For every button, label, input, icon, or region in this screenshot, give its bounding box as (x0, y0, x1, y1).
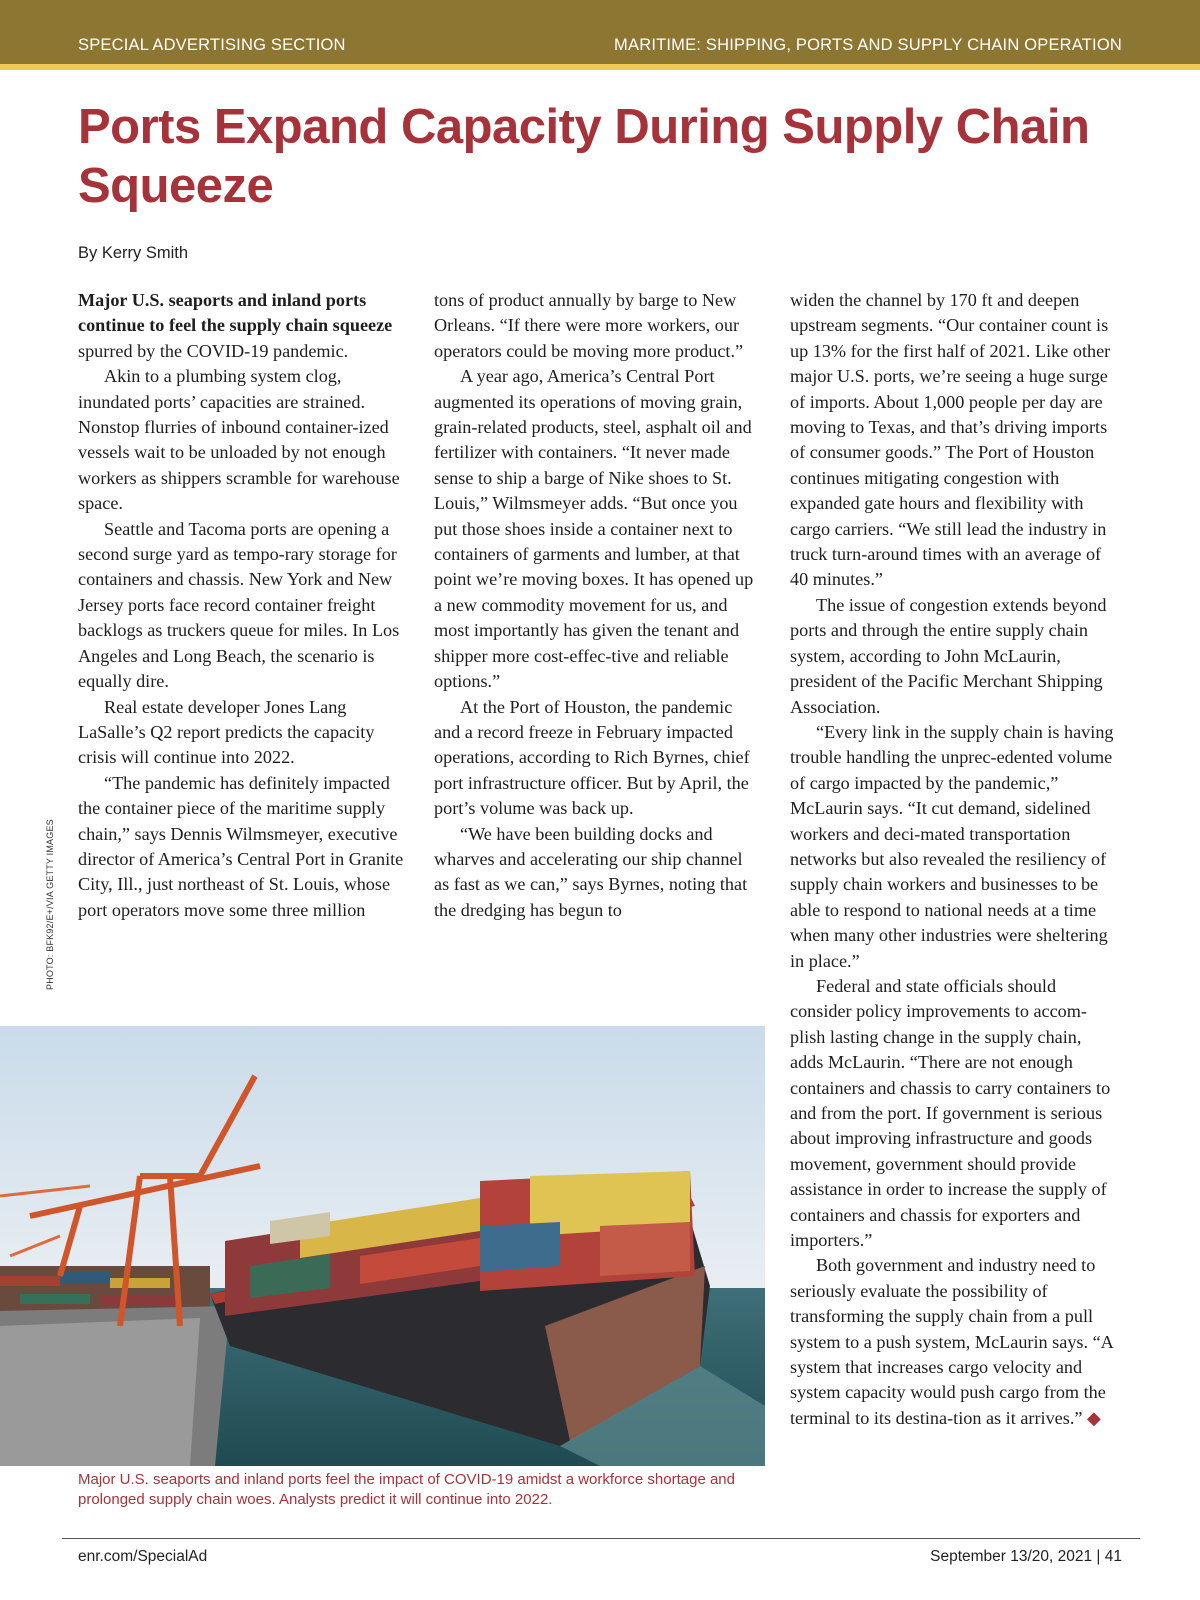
category-label: MARITIME: SHIPPING, PORTS AND SUPPLY CHAIN OPERATION (614, 36, 1122, 54)
section-label: SPECIAL ADVERTISING SECTION (78, 36, 346, 54)
body-paragraph: “We have been building docks and wharves and accelerating our ship channel as fast as we can,” says Byrnes, noting that the dredging has begun to (434, 823, 748, 920)
end-mark-icon: ◆ (1087, 1407, 1101, 1428)
body-paragraph (790, 1253, 1116, 1431)
article-column-3 (790, 288, 1116, 1431)
body-paragraph: widen the channel by 170 ft and deepen upstream segments. “Our container count is up 13% for the first half of 2021. Like other major U.S. ports, we’re seeing a huge surge of imports. About 1,000 people per day are moving to Texas, and that’s driving imports of consumer goods.” The Port of Houston continues mitigating congestion with expanded gate hours and flexibility with cargo carriers. “We still lead the industry in truck turn-around times with an average of 40 minutes.” (790, 290, 1111, 590)
body-paragraph: Seattle and Tacoma ports are opening a second surge yard as tempo-rary storage for containers and chassis. New York and New Jersey ports face record container freight backlogs as truckers queue for miles. In Los Angeles and Long Beach, the scenario is equally dire. (78, 518, 400, 692)
header-stripe (0, 64, 1200, 70)
container-ship-illustration (0, 1026, 765, 1466)
article-column-1 (78, 288, 404, 923)
lead-paragraph (78, 288, 404, 364)
body-paragraph: At the Port of Houston, the pandemic and a record freeze in February impacted operations, according to Rich Byrnes, chief port infrastructure officer. But by April, the port’s volume was back up. (434, 696, 750, 819)
body-paragraph: A year ago, America’s Central Port augmented its operations of moving grain, grain-related products, steel, asphalt oil and fertilizer with containers. “It never made sense to ship a barge of Nike shoes to St. Louis,” Wilmsmeyer adds. “But once you put those shoes inside a container next to containers of garments and lumber, at that point we’re moving boxes. It has opened up a new commodity movement for us, and most importantly has given the tenant and shipper more cost-effec-tive and reliable options.” (434, 366, 754, 692)
footer-url: enr.com/SpecialAd (78, 1548, 208, 1565)
footer-rule (62, 1538, 1140, 1539)
footer-date-page: September 13/20, 2021 | 41 (930, 1548, 1122, 1565)
lead-rest: spurred by the COVID-19 pandemic. (78, 340, 349, 361)
article-column-2 (434, 288, 760, 923)
closing-text: Both government and industry need to seriously evaluate the possibility of transforming the supply chain from a pull system to a push system, McLaurin says. “A system that increases cargo velocity and system capacity would push cargo from the terminal to its destina-tion as it arrives.” (790, 1255, 1113, 1428)
body-paragraph: Federal and state officials should consider policy improvements to accom-plish lasting change in the supply chain, adds McLaurin. “There are not enough containers and chassis to carry containers to and from the port. If government is serious about improving infrastructure and goods movement, government should provide assistance in order to increase the supply of containers and chassis for exporters and importers.” (790, 975, 1111, 1251)
body-paragraph: tons of product annually by barge to New Orleans. “If there were more workers, our operators could be moving more product.” (434, 290, 744, 361)
byline: By Kerry Smith (78, 244, 189, 262)
article-headline: Ports Expand Capacity During Supply Chain Squeeze (78, 100, 1090, 213)
body-paragraph: Real estate developer Jones Lang LaSalle’s Q2 report predicts the capacity crisis will continue into 2022. (78, 696, 375, 768)
lead-bold: Major U.S. seaports and inland ports continue to feel the supply chain squeeze (78, 290, 393, 336)
photo-credit: PHOTO: BFK92/E+/VIA GETTY IMAGES (45, 819, 55, 990)
body-paragraph: “Every link in the supply chain is having trouble handling the unprec-edented volume of cargo impacted by the pandemic,” McLaurin says. “It cut demand, sidelined workers and deci-mated transportation networks but also revealed the resiliency of supply chain workers and businesses to be able to respond to national needs at a time when many other industries were sheltering in place.” (790, 721, 1114, 971)
header-band (0, 0, 1200, 64)
body-paragraph: Akin to a plumbing system clog, inundated ports’ capacities are strained. Nonstop flurries of inbound container-ized vessels wait to be unloaded by not enough workers as shippers scramble for warehouse space. (78, 366, 400, 514)
body-paragraph: The issue of congestion extends beyond ports and through the entire supply chain system, according to John McLaurin, president of the Pacific Merchant Shipping Association. (790, 594, 1107, 717)
port-photo (0, 1026, 765, 1466)
body-paragraph: “The pandemic has definitely impacted the container piece of the maritime supply chain,” says Dennis Wilmsmeyer, executive director of America’s Central Port in Granite City, Ill., just northeast of St. Louis, whose port operators move some three million (78, 772, 404, 920)
photo-caption: Major U.S. seaports and inland ports feel the impact of COVID-19 amidst a workforce shortage and prolonged supply chain woes. Analysts predict it will continue into 2022. (78, 1471, 735, 1508)
